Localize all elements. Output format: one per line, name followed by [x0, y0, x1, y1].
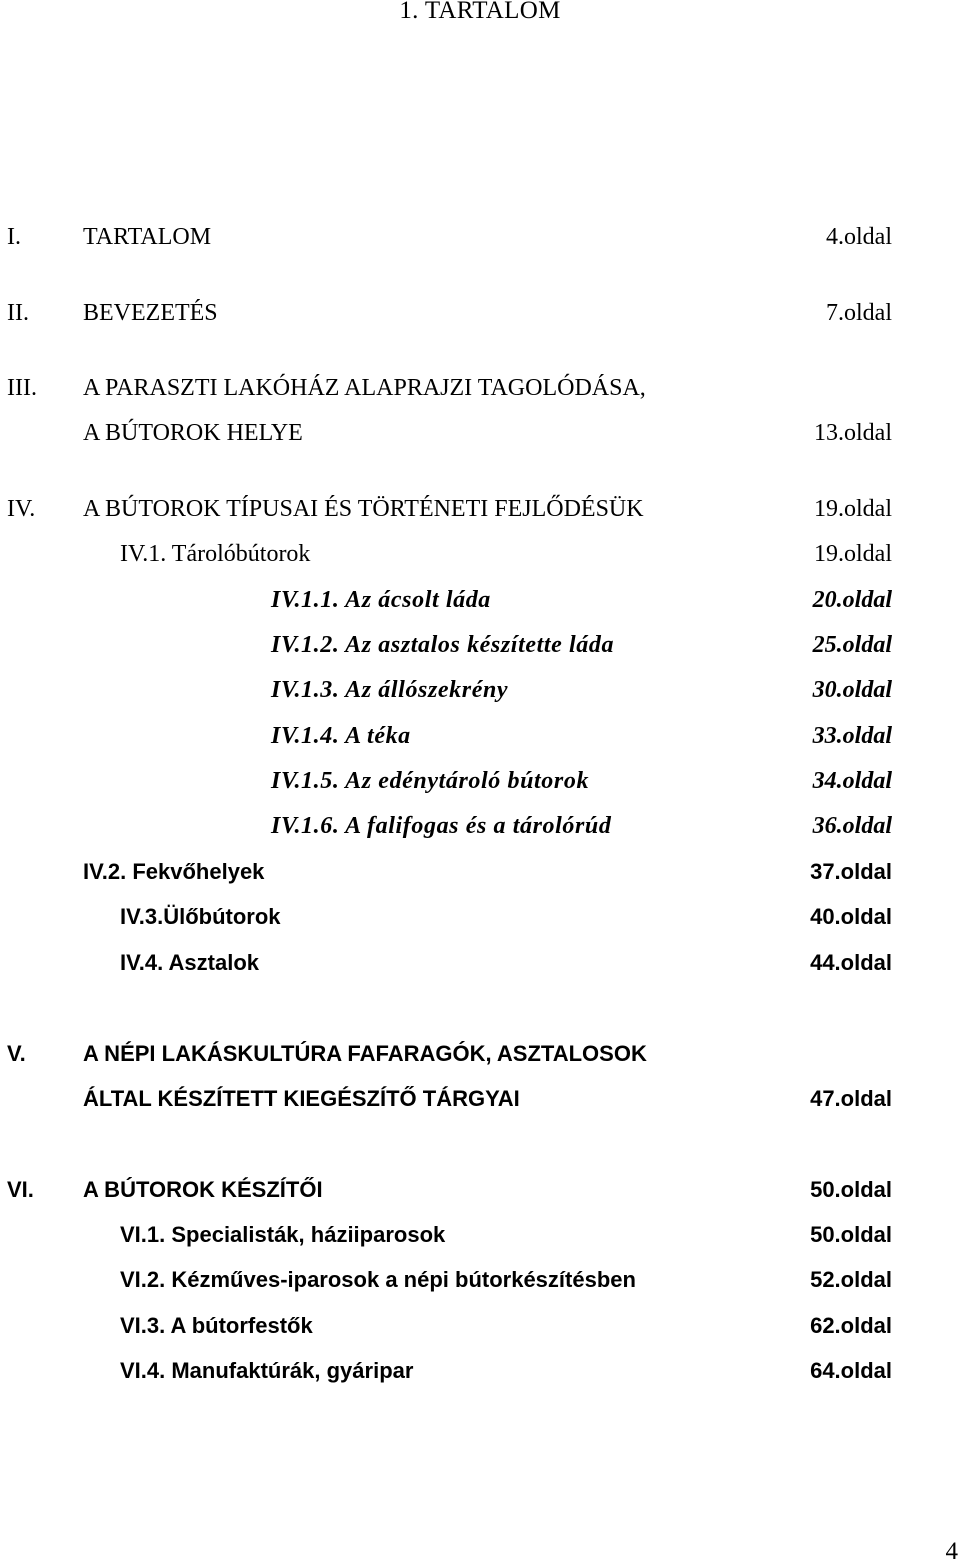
toc-page: 34.oldal: [812, 768, 892, 794]
toc-title: IV.1.1. Az ácsolt láda: [271, 587, 491, 613]
toc-subsubentry: [0, 810, 960, 842]
toc-number: III.: [7, 375, 37, 401]
toc-subentry: [0, 1219, 960, 1251]
toc-page: 25.oldal: [812, 632, 892, 658]
toc-title: IV.1.5. Az edénytároló bútorok: [271, 768, 590, 794]
toc-title: IV.1.6. A falifogas és a tárolórúd: [271, 813, 612, 839]
toc-subentry: [0, 856, 960, 888]
toc-title: VI.1. Specialisták, háziiparosok: [120, 1222, 446, 1247]
toc-title: A PARASZTI LAKÓHÁZ ALAPRAJZI TAGOLÓDÁSA,: [83, 375, 646, 401]
toc-title: VI.4. Manufaktúrák, gyáripar: [120, 1358, 414, 1383]
toc-subentry: [0, 538, 960, 570]
toc-title: IV.2. Fekvőhelyek: [83, 859, 265, 884]
toc-subsubentry: [0, 674, 960, 706]
toc-subentry: [0, 901, 960, 933]
toc-subentry: [0, 1264, 960, 1296]
toc-subsubentry: [0, 720, 960, 752]
page-heading: 1. TARTALOM: [399, 0, 561, 24]
toc-page: 19.oldal: [814, 541, 892, 567]
toc-page: 40.oldal: [810, 904, 892, 929]
toc-entry: [0, 493, 960, 525]
toc-subsubentry: [0, 629, 960, 661]
toc-subsubentry: [0, 765, 960, 797]
toc-title: A BÚTOROK KÉSZÍTŐI: [83, 1177, 323, 1202]
toc-entry-continuation: [0, 417, 960, 449]
toc-subsubentry: [0, 584, 960, 616]
toc-number: V.: [7, 1041, 26, 1066]
toc-number: II.: [7, 300, 29, 326]
toc-title: VI.2. Kézműves-iparosok a népi bútorkészítésben: [120, 1267, 636, 1292]
toc-page: 33.oldal: [812, 723, 892, 749]
toc-page: 13.oldal: [814, 420, 892, 446]
toc-title: IV.3.Ülőbútorok: [120, 904, 281, 929]
toc-title: IV.1.3. Az állószekrény: [271, 677, 509, 703]
toc-number: I.: [7, 224, 21, 250]
toc-entry: [0, 372, 960, 404]
toc-entry: [0, 1174, 960, 1206]
toc-subentry: [0, 1310, 960, 1342]
toc-page: 37.oldal: [810, 859, 892, 884]
toc-entry: [0, 221, 960, 253]
toc-page: 47.oldal: [810, 1086, 892, 1111]
toc-title: IV.1. Tárolóbútorok: [120, 541, 311, 567]
toc-page: 52.oldal: [810, 1267, 892, 1292]
toc-page: 50.oldal: [810, 1222, 892, 1247]
toc-entry: [0, 1038, 960, 1070]
toc-page: 19.oldal: [814, 496, 892, 522]
toc-entry: [0, 297, 960, 329]
toc-title: BEVEZETÉS: [83, 300, 218, 326]
toc-title: IV.1.2. Az asztalos készítette láda: [271, 632, 615, 658]
toc-title: A NÉPI LAKÁSKULTÚRA FAFARAGÓK, ASZTALOSOK: [83, 1041, 647, 1066]
toc-title: A BÚTOROK TÍPUSAI ÉS TÖRTÉNETI FEJLŐDÉSÜK: [83, 496, 644, 522]
toc-subentry: [0, 1355, 960, 1387]
toc-page: 20.oldal: [812, 587, 892, 613]
toc-title: A BÚTOROK HELYE: [83, 420, 303, 446]
toc-title: ÁLTAL KÉSZÍTETT KIEGÉSZÍTŐ TÁRGYAI: [83, 1086, 520, 1111]
toc-number: VI.: [7, 1177, 34, 1202]
toc-page: 4.oldal: [826, 224, 892, 250]
toc-number: IV.: [7, 496, 36, 522]
toc-page: 7.oldal: [826, 300, 892, 326]
toc-subentry: [0, 947, 960, 979]
toc-entry-continuation: [0, 1083, 960, 1115]
toc-title: IV.1.4. A téka: [271, 723, 411, 749]
toc-page: 36.oldal: [812, 813, 892, 839]
toc-title: TARTALOM: [83, 224, 212, 250]
toc-page: 62.oldal: [810, 1313, 892, 1338]
toc-title: VI.3. A bútorfestők: [120, 1313, 313, 1338]
toc-page: 44.oldal: [810, 950, 892, 975]
toc-page: 30.oldal: [812, 677, 892, 703]
toc-page: 64.oldal: [810, 1358, 892, 1383]
toc-title: IV.4. Asztalok: [120, 950, 259, 975]
toc-page: 50.oldal: [810, 1177, 892, 1202]
page-number: 4: [945, 1538, 958, 1565]
